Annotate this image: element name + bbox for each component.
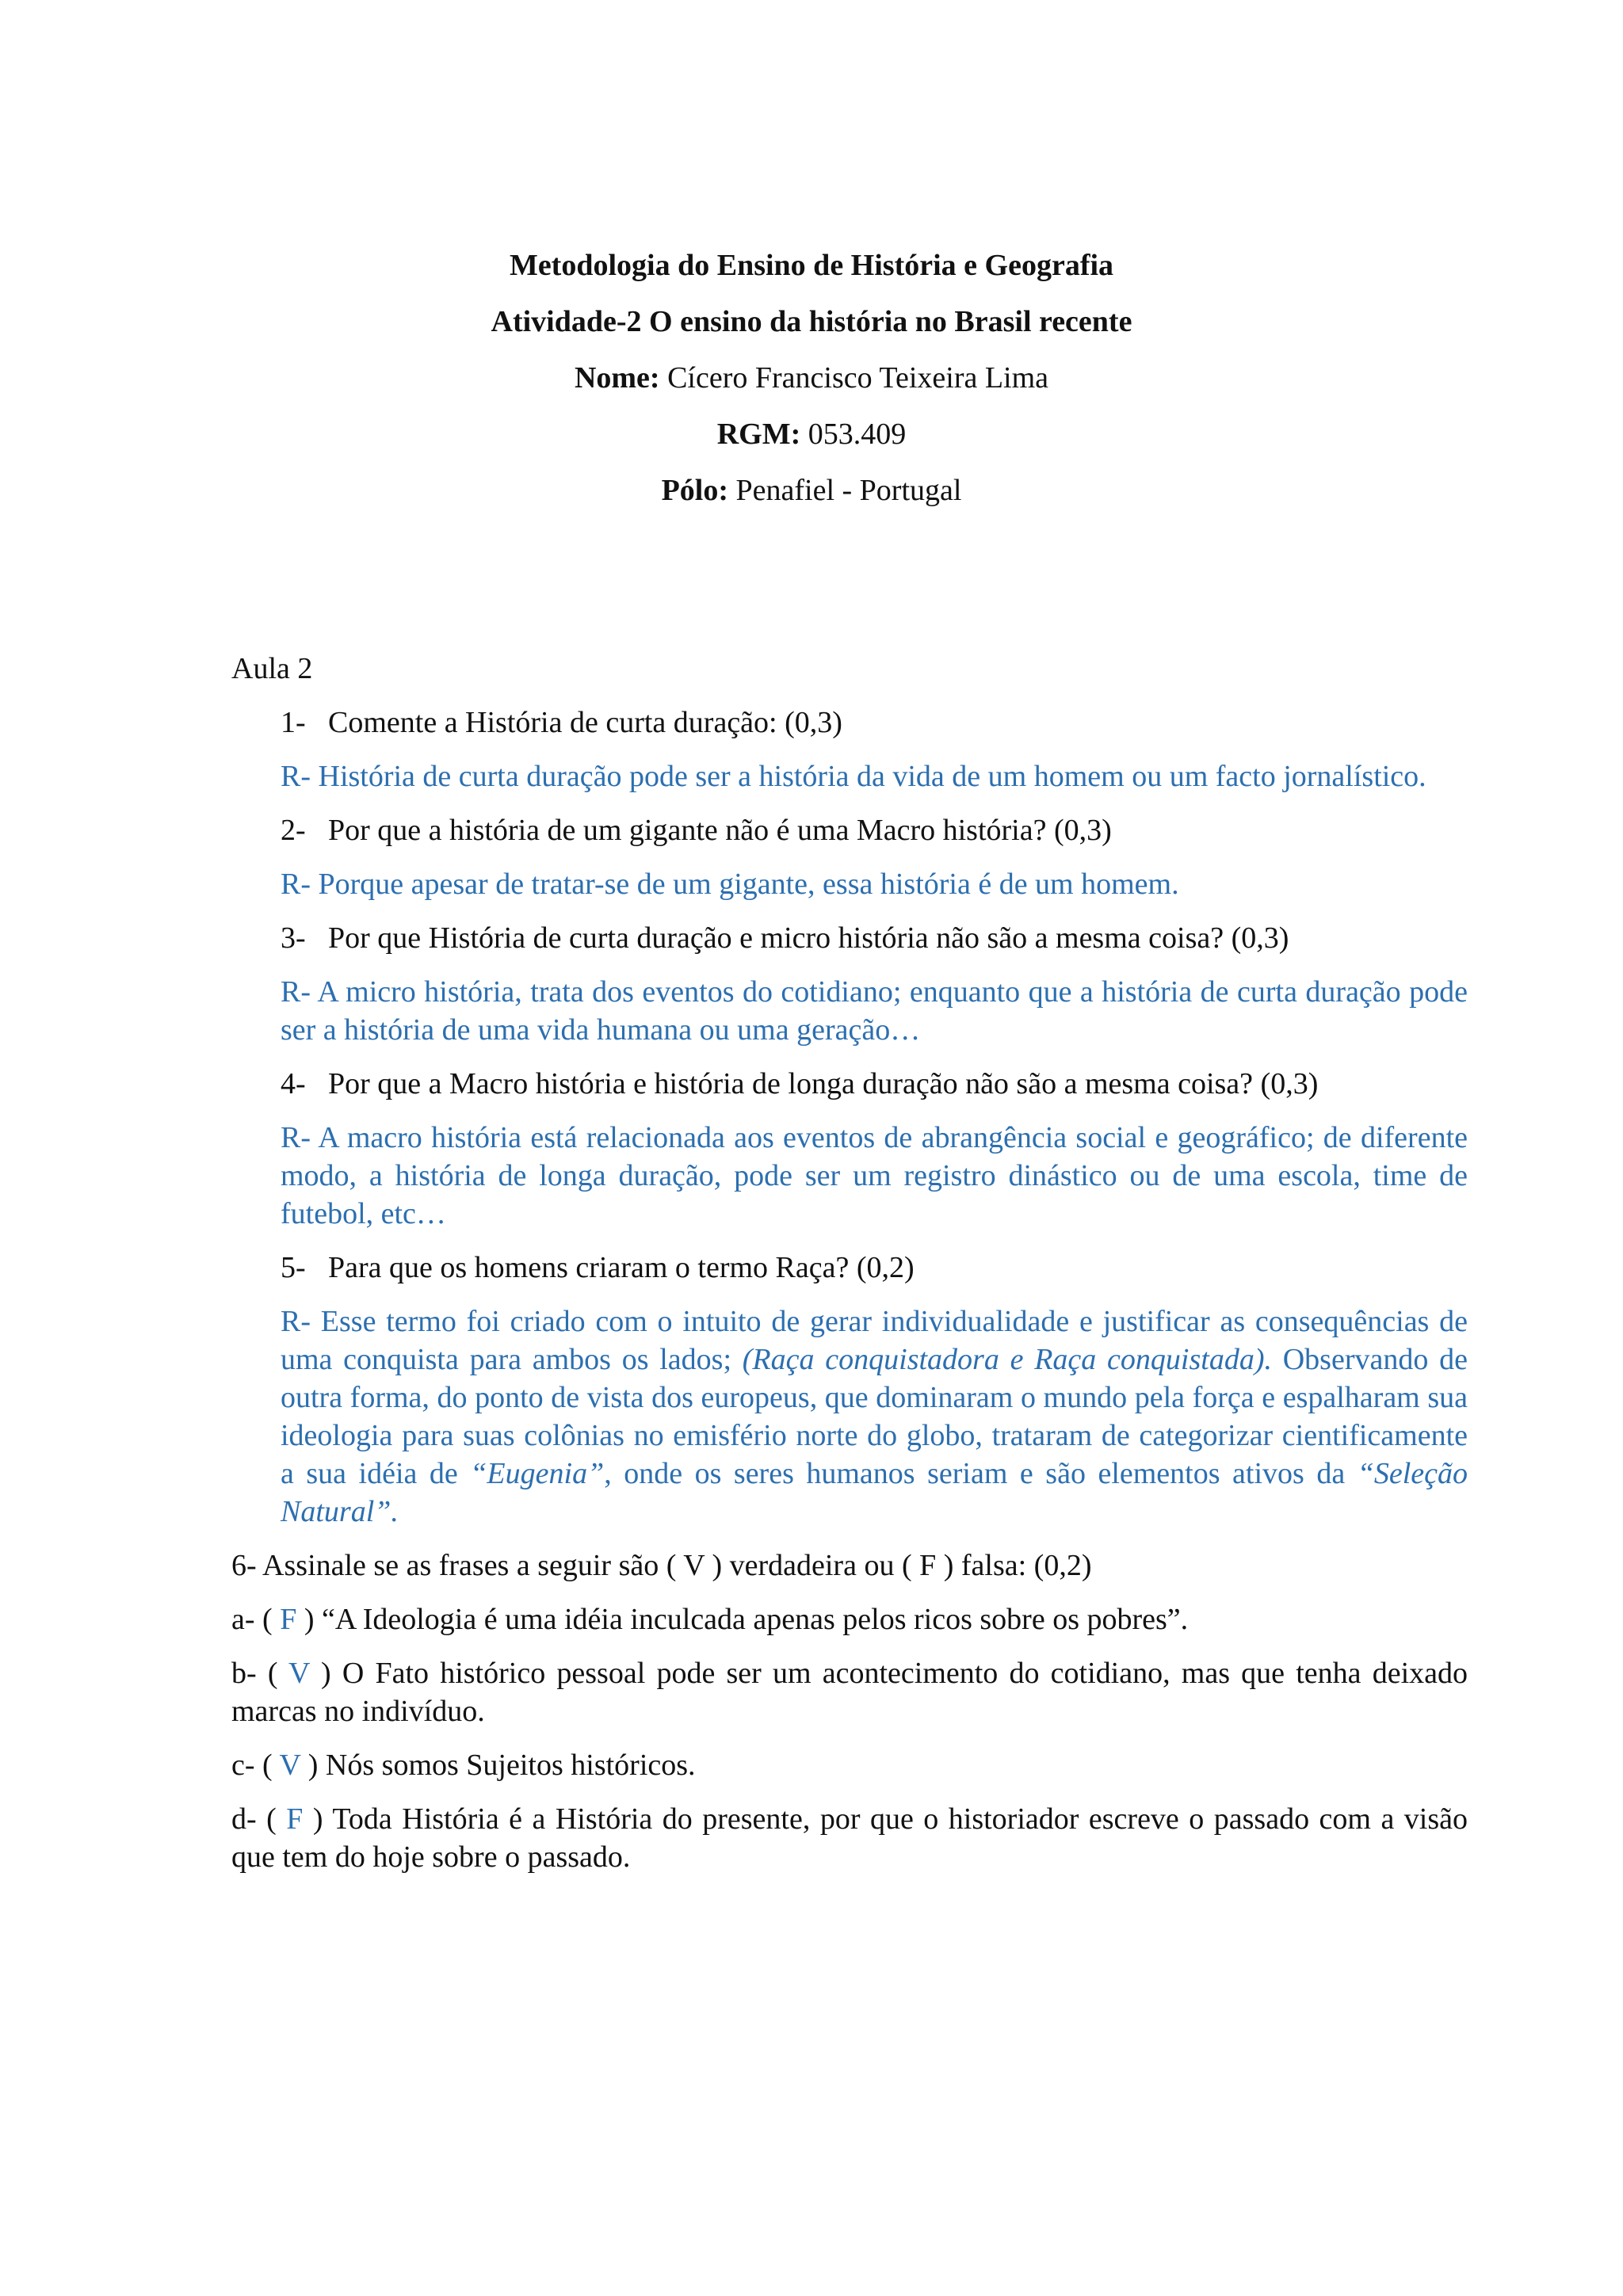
question-text: Por que a Macro história e história de longa duração não são a mesma coisa? (0,3) <box>328 1067 1319 1100</box>
tf-prefix: b- ( <box>231 1657 278 1690</box>
course-title: Metodologia do Ensino de História e Geografia <box>509 249 1114 282</box>
activity-title: Atividade-2 O ensino da história no Brasil recente <box>491 305 1132 338</box>
tf-item-a <box>231 1600 1468 1638</box>
natural-selection-term: “Seleção Natural”. <box>281 1457 1468 1528</box>
polo-line <box>0 469 1623 525</box>
answer-3: R- A micro história, trata dos eventos do cotidiano; enquanto que a história de curta duração pode ser a história de uma vida humana ou uma geração… <box>281 975 1468 1047</box>
tf-mark: F <box>280 1603 297 1636</box>
tf-item-d <box>231 1800 1468 1876</box>
document-header <box>0 244 1623 525</box>
tf-text: ) “A Ideologia é uma idéia inculcada apenas pelos ricos sobre os pobres”. <box>304 1603 1189 1636</box>
tf-prefix: a- ( <box>231 1603 273 1636</box>
question-3 <box>281 919 1468 957</box>
question-number: 1- <box>281 706 306 739</box>
answer-5 <box>281 1302 1468 1531</box>
question-6: 6- Assinale se as frases a seguir são ( V ) verdadeira ou ( F ) falsa: (0,2) <box>231 1549 1092 1582</box>
answer-5-part: R- Esse termo foi criado com o intuito de gerar individualidade e justificar as consequências de uma conquista para ambos os lados; <box>281 1305 1468 1376</box>
lesson-heading: Aula 2 <box>231 652 313 685</box>
tf-item-c <box>231 1746 1468 1784</box>
question-text: Para que os homens criaram o termo Raça? (0,2) <box>328 1251 915 1284</box>
question-1 <box>281 704 1468 742</box>
answer-1: R- História de curta duração pode ser a história da vida de um homem ou um facto jornalístico. <box>281 760 1426 793</box>
tf-text: ) Toda História é a História do presente, por que o historiador escreve o passado com a visão que tem do hoje sobre o passado. <box>231 1802 1468 1874</box>
question-text: Comente a História de curta duração: (0,3) <box>328 706 842 739</box>
student-name-line <box>0 357 1623 413</box>
tf-text: ) O Fato histórico pessoal pode ser um acontecimento do cotidiano, mas que tenha deixado marcas no indivíduo. <box>231 1657 1468 1728</box>
question-2 <box>281 811 1468 849</box>
tf-mark: V <box>288 1657 310 1690</box>
tf-text: ) Nós somos Sujeitos históricos. <box>307 1749 696 1782</box>
question-number: 4- <box>281 1067 306 1100</box>
question-number: 3- <box>281 921 306 955</box>
answer-5-part: , onde os seres humanos seriam e são elementos ativos da <box>604 1457 1358 1490</box>
question-4 <box>281 1065 1468 1103</box>
answer-4: R- A macro história está relacionada aos eventos de abrangência social e geográfico; de diferente modo, a história de longa duração, pode ser um registro dinástico ou de uma escola, time de futebol, etc… <box>281 1121 1468 1230</box>
name-value: Cícero Francisco Teixeira Lima <box>667 361 1049 395</box>
tf-prefix: d- ( <box>231 1802 277 1836</box>
answer-5-italic: (Raça conquistadora e Raça conquistada). <box>742 1343 1272 1376</box>
tf-prefix: c- ( <box>231 1749 273 1782</box>
question-text: Por que a história de um gigante não é uma Macro história? (0,3) <box>328 814 1112 847</box>
tf-mark: V <box>279 1749 301 1782</box>
tf-mark: F <box>286 1802 304 1836</box>
answer-2: R- Porque apesar de tratar-se de um gigante, essa história é de um homem. <box>281 868 1179 901</box>
eugenia-term: “Eugenia” <box>470 1457 605 1490</box>
name-label: Nome: <box>574 361 660 395</box>
rgm-label: RGM: <box>716 418 801 451</box>
polo-label: Pólo: <box>661 474 728 507</box>
question-number: 2- <box>281 814 306 847</box>
rgm-value: 053.409 <box>808 418 907 451</box>
tf-item-b <box>231 1654 1468 1730</box>
rgm-line <box>0 413 1623 469</box>
document-body <box>231 650 1468 1892</box>
question-number: 5- <box>281 1251 306 1284</box>
question-5 <box>281 1249 1468 1287</box>
polo-value: Penafiel - Portugal <box>735 474 962 507</box>
question-text: Por que História de curta duração e micro história não são a mesma coisa? (0,3) <box>328 921 1289 955</box>
answer-5-part: Observando de outra forma, do ponto de vista dos europeus, que dominaram o mundo pela força e espalharam sua ideologia para suas colônias no emisfério norte do globo, trataram de categorizar cientificamente a sua idéia de <box>281 1343 1468 1490</box>
